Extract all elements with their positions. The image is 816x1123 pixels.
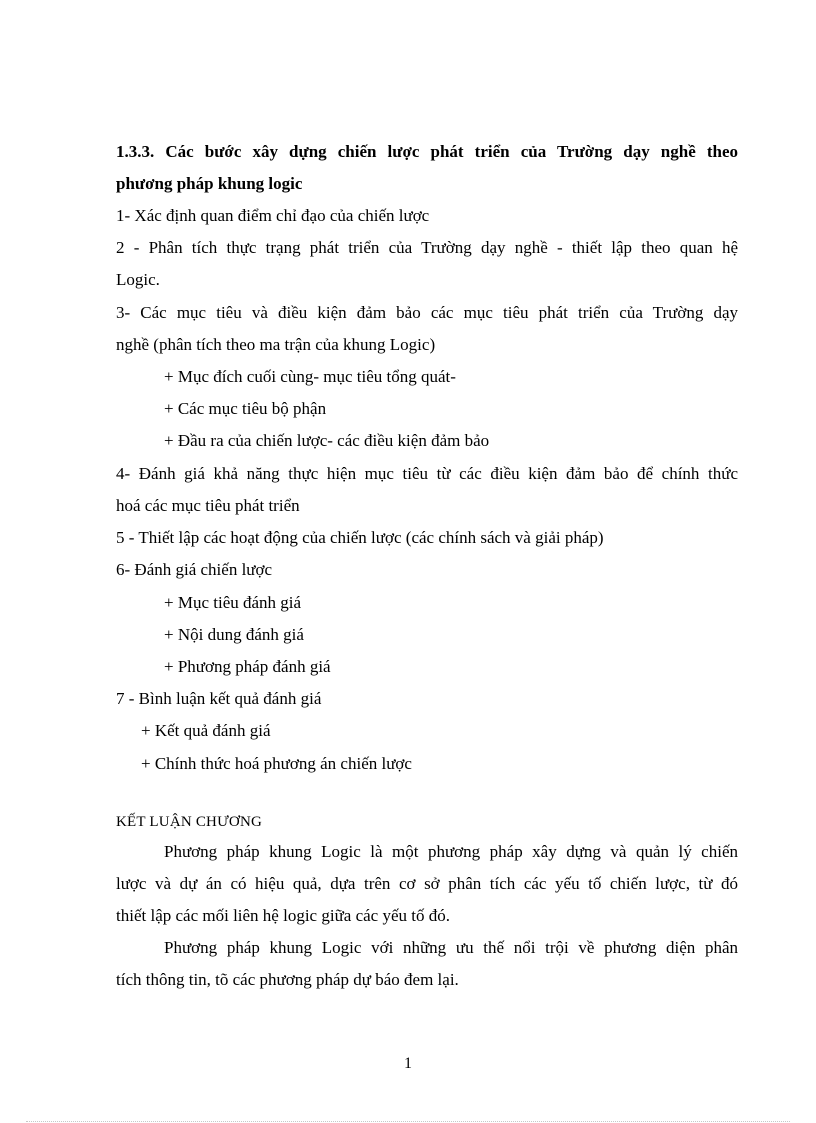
step-6-bullet: + Nội dung đánh giá — [164, 625, 304, 644]
step-7-bullet: + Kết quả đánh giá — [141, 721, 271, 740]
step-1: 1- Xác định quan điểm chỉ đạo của chiến lược — [116, 206, 430, 225]
step-3-bullet: + Mục đích cuối cùng- mục tiêu tổng quát- — [164, 367, 456, 386]
step-3-line-1: 3- Các mục tiêu và điều kiện đảm bảo các mục tiêu phát triển của Trường dạy — [116, 303, 738, 322]
conclusion-paragraph-2-line-1: Phương pháp khung Logic với những ưu thế nổi trội về phương diện phân — [164, 938, 738, 957]
step-5: 5 - Thiết lập các hoạt động của chiến lược (các chính sách và giải pháp) — [116, 528, 604, 547]
step-6: 6- Đánh giá chiến lược — [116, 560, 273, 579]
conclusion-heading: KẾT LUẬN CHƯƠNG — [116, 814, 263, 830]
conclusion-paragraph-1-line-2: lược và dự án có hiệu quả, dựa trên cơ sở phân tích các yếu tố chiến lược, từ đó — [116, 874, 738, 893]
page-number: 1 — [404, 1055, 412, 1072]
step-4-line-1: 4- Đánh giá khả năng thực hiện mục tiêu từ các điều kiện đảm bảo để chính thức — [116, 464, 738, 483]
step-4-line-2: hoá các mục tiêu phát triển — [116, 496, 300, 515]
step-3-bullet: + Các mục tiêu bộ phận — [164, 399, 327, 418]
step-6-bullet: + Mục tiêu đánh giá — [164, 593, 302, 612]
step-6-bullet: + Phương pháp đánh giá — [164, 657, 331, 676]
conclusion-paragraph-1-line-1: Phương pháp khung Logic là một phương pháp xây dựng và quản lý chiến — [164, 842, 738, 861]
step-2-line-2: Logic. — [116, 270, 160, 289]
conclusion-paragraph-1-line-3: thiết lập các mối liên hệ logic giữa các yếu tố đó. — [116, 906, 450, 925]
page-bottom-divider — [26, 1121, 790, 1122]
section-heading-line-2: phương pháp khung logic — [116, 174, 303, 193]
step-7: 7 - Bình luận kết quả đánh giá — [116, 689, 322, 708]
section-heading-line-1: 1.3.3. Các bước xây dựng chiến lược phát triển của Trường dạy nghề theo — [116, 142, 738, 161]
step-3-bullet: + Đầu ra của chiến lược- các điều kiện đảm bảo — [164, 431, 490, 450]
step-7-bullet: + Chính thức hoá phương án chiến lược — [141, 754, 412, 773]
step-3-line-2: nghề (phân tích theo ma trận của khung Logic) — [116, 335, 436, 354]
conclusion-paragraph-2-line-2: tích thông tin, tõ các phương pháp dự báo đem lại. — [116, 970, 459, 989]
step-2-line-1: 2 - Phân tích thực trạng phát triển của Trường dạy nghề - thiết lập theo quan hệ — [116, 238, 738, 257]
